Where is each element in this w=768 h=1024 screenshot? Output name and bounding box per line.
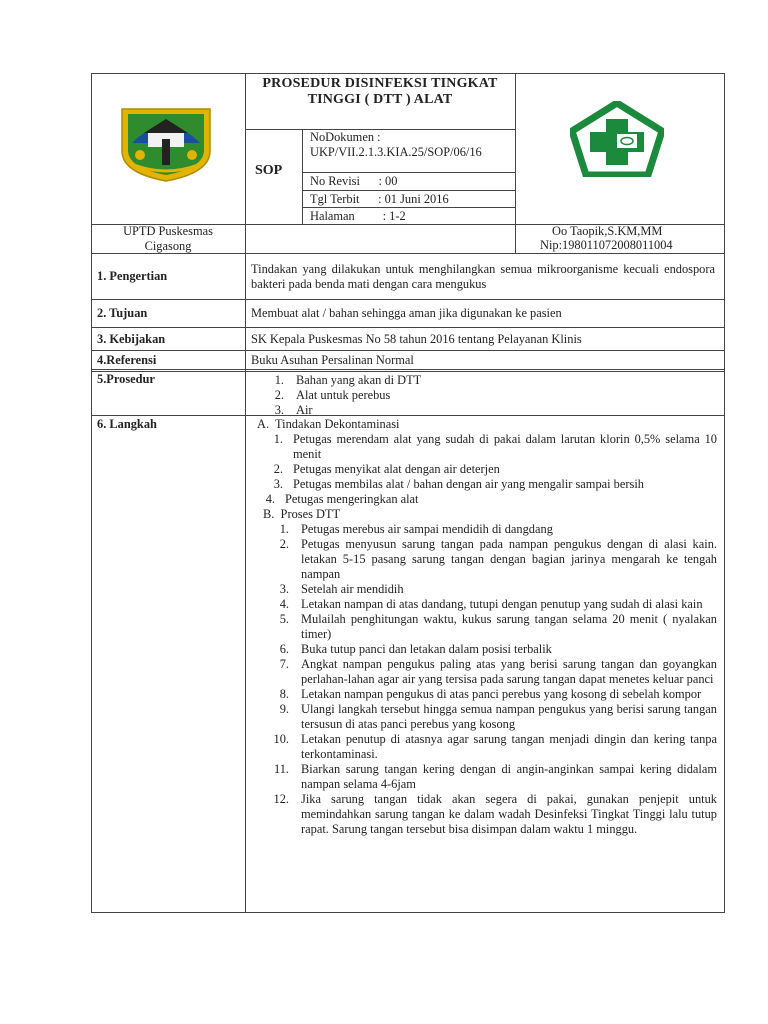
list-number: 10.	[273, 732, 289, 746]
list-number: 4.	[265, 492, 275, 506]
list-text: Petugas menyikat alat dengan air deterjen	[293, 462, 500, 476]
pengertian-text: Tindakan yang dilakukan untuk menghilangkan semua mikroorganisme kecuali endospora bakteri pada benda mati dengan cara mengukus	[251, 262, 715, 291]
list-item	[250, 388, 710, 403]
langkah-b-heading: B. Proses DTT	[263, 507, 341, 521]
tujuan-text: Membuat alat / bahan sehingga aman jika digunakan ke pasien	[251, 306, 562, 320]
rule	[302, 190, 515, 191]
list-item	[251, 492, 717, 507]
list-text: Ulangi langkah tersebut hingga semua nampan pengukus yang berisi sarung tangan tersusun di atas panci perebus yang kosong	[301, 702, 717, 731]
list-item	[250, 373, 710, 388]
list-text: Petugas merebus air sampai mendidih di dangdang	[301, 522, 553, 536]
rule	[245, 73, 246, 913]
list-text: Letakan penutup di atasnya agar sarung tangan menjadi dingin dan kering tanpa terkontaminasi.	[301, 732, 717, 761]
label-referensi: 4.Referensi	[97, 353, 157, 367]
list-text: Letakan nampan pengukus di atas panci perebus yang kosong di sebelah kompor	[301, 687, 702, 701]
rule	[515, 73, 516, 254]
langkah-content	[251, 417, 717, 837]
list-item	[251, 702, 717, 732]
list-text: Petugas mengeringkan alat	[285, 492, 419, 506]
signer-name: Oo Taopik,S.KM,MM	[552, 224, 663, 238]
rule	[91, 350, 725, 351]
list-text: Petugas membilas alat / bahan dengan air yang mengalir sampai bersih	[293, 477, 644, 491]
list-number: 12.	[273, 792, 289, 806]
page-number: Halaman : 1-2	[310, 209, 406, 223]
rule	[724, 73, 725, 913]
list-item	[251, 522, 717, 537]
langkah-a-heading: A. Tindakan Dekontaminasi	[257, 417, 400, 431]
list-number: 1.	[273, 432, 283, 446]
regency-emblem	[118, 103, 214, 183]
rule	[91, 73, 92, 913]
list-item	[251, 732, 717, 762]
list-item	[250, 403, 710, 418]
list-item	[251, 477, 717, 492]
list-number: 11.	[273, 762, 289, 776]
list-item	[251, 537, 717, 582]
rule	[91, 912, 725, 913]
list-number: 2.	[279, 537, 289, 551]
list-number: 1.	[274, 373, 284, 387]
list-number: 1.	[279, 522, 289, 536]
label-kebijakan: 3. Kebijakan	[97, 332, 166, 346]
list-text: Alat untuk perebus	[296, 388, 391, 402]
list-text: Petugas merendam alat yang sudah di pakai dalam larutan klorin 0,5% selama 10 menit	[293, 432, 717, 461]
doc-number-value: UKP/VII.2.1.3.KIA.25/SOP/06/16	[310, 145, 482, 159]
signer-nip: Nip:198011072008011004	[540, 238, 673, 252]
label-langkah: 6. Langkah	[97, 417, 157, 431]
list-number: 5.	[279, 612, 289, 626]
rule	[91, 371, 725, 372]
list-item	[251, 432, 717, 462]
organization-name: UPTD Puskesmas Cigasong	[123, 224, 213, 253]
list-number: 7.	[279, 657, 289, 671]
document-title: PROSEDUR DISINFEKSI TINGKAT TINGGI ( DTT ) ALAT	[262, 76, 498, 107]
list-text: Setelah air mendidih	[301, 582, 404, 596]
rule	[91, 73, 725, 74]
list-item	[251, 657, 717, 687]
referensi-text: Buku Asuhan Persalinan Normal	[251, 353, 414, 367]
list-number: 4.	[279, 597, 289, 611]
revision-number: No Revisi : 00	[310, 174, 398, 188]
list-number: 6.	[279, 642, 289, 656]
list-text: Letakan nampan di atas dandang, tutupi dengan penutup yang sudah di alasi kain	[301, 597, 703, 611]
list-item	[251, 612, 717, 642]
rule	[91, 369, 725, 370]
list-number: 9.	[279, 702, 289, 716]
list-item	[251, 462, 717, 477]
rule	[302, 172, 515, 173]
list-text: Petugas menyusun sarung tangan pada nampan pengukus dengan di alasi kain. letakan 5-15 pasang sarung tangan dengan bagian jarinya mengarah ke tengah nampan	[301, 537, 717, 581]
list-text: Mulailah penghitungan waktu, kukus sarung tangan selama 20 menit ( nyalakan timer)	[301, 612, 717, 641]
list-item	[251, 597, 717, 612]
label-prosedur: 5.Prosedur	[97, 372, 155, 386]
doc-number-label: NoDokumen :	[310, 130, 381, 144]
list-number: 3.	[273, 477, 283, 491]
list-item	[251, 762, 717, 792]
list-number: 3.	[279, 582, 289, 596]
kebijakan-text: SK Kepala Puskesmas No 58 tahun 2016 tentang Pelayanan Klinis	[251, 332, 582, 346]
list-text: Air	[296, 403, 313, 417]
list-text: Bahan yang akan di DTT	[296, 373, 422, 387]
list-number: 2.	[273, 462, 283, 476]
label-tujuan: 2. Tujuan	[97, 306, 148, 320]
rule	[91, 299, 725, 300]
list-item	[251, 687, 717, 702]
rule	[302, 129, 303, 225]
list-item	[251, 642, 717, 657]
label-pengertian: 1. Pengertian	[97, 269, 168, 283]
list-item	[251, 582, 717, 597]
rule	[91, 327, 725, 328]
list-text: Jika sarung tangan tidak akan segera di pakai, gunakan penjepit untuk memindahkan sarung tangan ke dalam wadah Desinfeksi Tingkat Tinggi lalu tutup rapat. Sarung tangan tersebut bisa disimpan dalam waktu 1 minggu.	[301, 792, 717, 836]
issue-date: Tgl Terbit : 01 Juni 2016	[310, 192, 449, 206]
list-number: 3.	[274, 403, 284, 417]
list-number: 8.	[279, 687, 289, 701]
sop-label: SOP	[255, 163, 283, 178]
list-item	[251, 792, 717, 837]
puskesmas-logo	[570, 101, 664, 177]
list-text: Buka tutup panci dan letakan dalam posisi terbalik	[301, 642, 552, 656]
list-number: 2.	[274, 388, 284, 402]
rule	[302, 207, 515, 208]
prosedur-list	[250, 373, 710, 418]
list-text: Angkat nampan pengukus paling atas yang berisi sarung tangan dan goyangkan perlahan-lahan agar air yang tersisa pada sarung tangan dapat menetes keluar panci	[301, 657, 717, 686]
list-text: Biarkan sarung tangan kering dengan di angin-anginkan sampai kering didalam nampan selama 4-6jam	[301, 762, 717, 791]
